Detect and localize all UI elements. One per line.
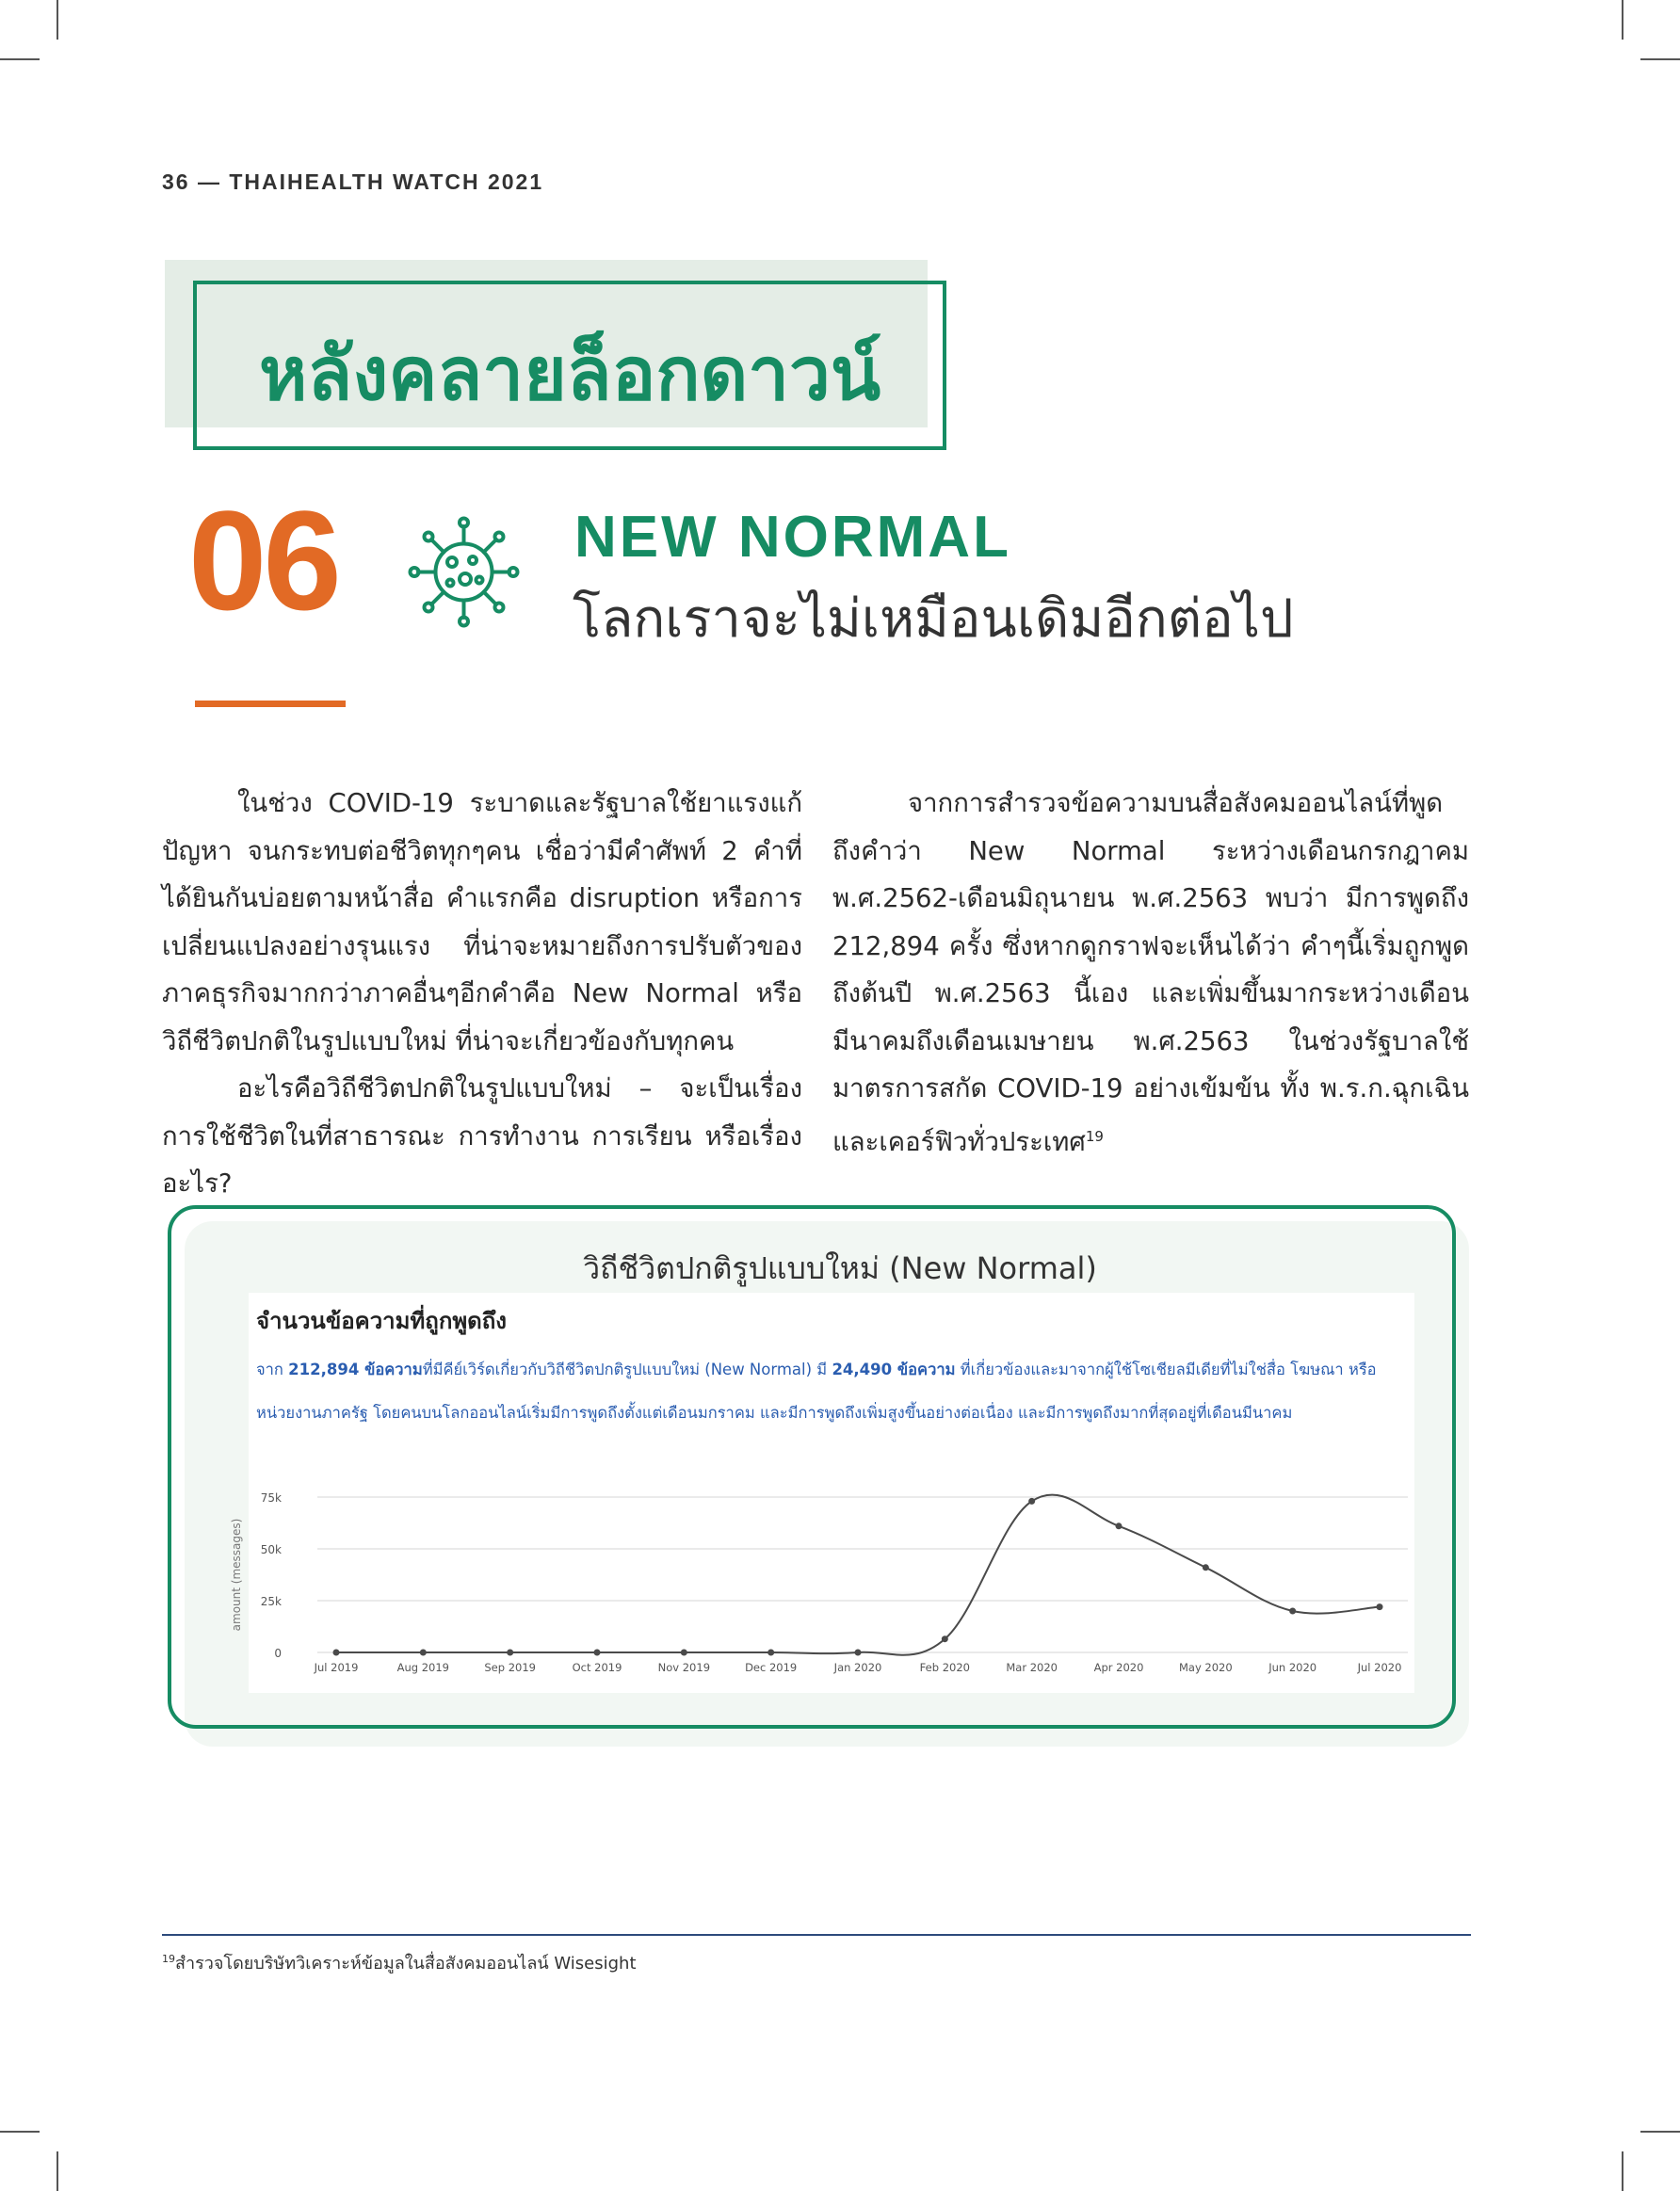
section-title: NEW NORMAL — [574, 505, 1011, 570]
body-paragraph: อะไรคือวิถีชีวิตปกติในรูปแบบใหม่ – จะเป็นเรื่องการใช้ชีวิตในที่สาธารณะ การทำงาน การเรียน หรือเรื่องอะไร? — [162, 1073, 802, 1199]
x-tick-label: Aug 2019 — [396, 1661, 450, 1674]
crop-mark — [1622, 2151, 1623, 2191]
x-tick-label: Jan 2020 — [833, 1661, 882, 1674]
series-line — [336, 1495, 1380, 1655]
crop-mark — [57, 2151, 58, 2191]
x-tick-label: Mar 2020 — [1006, 1661, 1058, 1674]
x-tick-label: May 2020 — [1178, 1661, 1233, 1674]
crop-mark — [1622, 0, 1623, 40]
orange-divider — [195, 701, 346, 707]
data-point — [507, 1650, 513, 1656]
desc-total: 212,894 ข้อความ — [288, 1361, 423, 1378]
data-point — [1028, 1498, 1035, 1505]
y-tick-label: 25k — [260, 1595, 282, 1608]
y-tick-label: 0 — [274, 1647, 282, 1660]
footnote-text: สำรวจโดยบริษัทวิเคราะห์ข้อมูลในสื่อสังคมออนไลน์ Wisesight — [175, 1954, 637, 1974]
x-tick-label: Feb 2020 — [919, 1661, 970, 1674]
desc-text: ที่เกี่ยวข้องและมาจากผู้ใช้โซเชียลมีเดียที่ไม่ใช่สื่อ โฆษณา หรือหน่วยงานภาครัฐ โดยคนบนโลกออนไลน์เริ่มมีการพูดถึงตั้งแต่เดือนมกราคม และมีการพูดถึงเพิ่มสูงขึ้นอย่างต่อเนื่อง และมีการพูดถึงมากที่สุดอยู่ที่เดือนมีนาคม — [256, 1361, 1377, 1422]
crop-mark — [0, 2131, 40, 2133]
footnote-ref: 19 — [1085, 1127, 1104, 1145]
data-point — [420, 1650, 427, 1656]
desc-text: จาก — [256, 1361, 289, 1378]
footnote-number: 19 — [162, 1953, 175, 1965]
crop-mark — [0, 58, 40, 60]
x-tick-label: Jul 2020 — [1357, 1661, 1402, 1674]
x-tick-label: Sep 2019 — [484, 1661, 536, 1674]
crop-mark — [1640, 58, 1680, 60]
data-point — [333, 1650, 340, 1656]
desc-count: 24,490 ข้อความ — [832, 1361, 956, 1378]
crop-mark — [1640, 2131, 1680, 2133]
y-tick-label: 75k — [260, 1491, 282, 1505]
data-point — [681, 1650, 687, 1656]
section-number: 06 — [188, 481, 338, 639]
virus-icon — [405, 513, 523, 631]
data-point — [767, 1650, 774, 1656]
y-axis-label: amount (messages) — [230, 1518, 243, 1632]
body-column-left — [162, 780, 802, 1208]
x-tick-label: Dec 2019 — [745, 1661, 798, 1674]
chart-panel-description — [256, 1348, 1414, 1435]
body-paragraph-text: จากการสำรวจข้อความบนสื่อสังคมออนไลน์ที่พูดถึงคำว่า New Normal ระหว่างเดือนกรกฎาคม พ.ศ.2562-เดือนมิถุนายน พ.ศ.2563 พบว่า มีการพูดถึง 212,894 ครั้ง ซึ่งหากดูกราฟจะเห็นได้ว่า คำๆนี้เริ่มถูกพูดถึงต้นปี พ.ศ.2563 นี้เอง และเพิ่มขึ้นมากระหว่างเดือนมีนาคมถึงเดือนเมษายน พ.ศ.2563 ในช่วงรัฐบาลใช้มาตรการสกัด COVID-19 อย่างเข้มข้น ทั้ง พ.ร.ก.ฉุกเฉินและเคอร์ฟิวทั่วประเทศ — [832, 788, 1469, 1157]
data-point — [1116, 1522, 1123, 1529]
x-tick-label: Jun 2020 — [1268, 1661, 1317, 1674]
running-header: 36 — THAIHEALTH WATCH 2021 — [162, 169, 544, 194]
footnote — [162, 1949, 637, 1976]
data-point — [1289, 1608, 1296, 1615]
data-point — [594, 1650, 601, 1656]
body-column-right — [832, 780, 1469, 1166]
x-tick-label: Apr 2020 — [1093, 1661, 1144, 1674]
x-tick-label: Oct 2019 — [572, 1661, 622, 1674]
data-point — [1377, 1603, 1383, 1610]
body-paragraph: ในช่วง COVID-19 ระบาดและรัฐบาลใช้ยาแรงแก้ปัญหา จนกระทบต่อชีวิตทุกๆคน เชื่อว่ามีคำศัพท์ 2 คำที่ได้ยินกันบ่อยตามหน้าสื่อ คำแรกคือ disruption หรือการเปลี่ยนแปลงอย่างรุนแรง ที่น่าจะหมายถึงการปรับตัวของภาคธุรกิจมากกว่าภาคอื่นๆอีกคำคือ New Normal หรือวิถีชีวิตปกติในรูปแบบใหม่ ที่น่าจะเกี่ยวข้องกับทุกคน — [162, 788, 802, 1056]
body-paragraph — [832, 780, 1469, 1166]
y-tick-label: 50k — [260, 1543, 282, 1556]
data-point — [855, 1650, 862, 1656]
data-point — [1203, 1564, 1209, 1571]
line-chart — [226, 1478, 1422, 1690]
page-title: หลังคลายล็อกดาวน์ — [259, 332, 881, 417]
chart-box-title: วิถีชีวิตปกติรูปแบบใหม่ (New Normal) — [583, 1250, 1097, 1286]
x-tick-label: Jul 2019 — [314, 1661, 359, 1674]
crop-mark — [57, 0, 58, 40]
x-tick-label: Nov 2019 — [657, 1661, 711, 1674]
data-point — [942, 1635, 948, 1642]
section-subtitle: โลกเราจะไม่เหมือนเดิมอีกต่อไป — [573, 588, 1294, 650]
footnote-rule — [162, 1934, 1471, 1936]
chart-panel-heading: จำนวนข้อความที่ถูกพูดถึง — [256, 1308, 508, 1334]
desc-text: ที่มีคีย์เวิร์ดเกี่ยวกับวิถีชีวิตปกติรูปแบบใหม่ (New Normal) มี — [422, 1361, 832, 1378]
